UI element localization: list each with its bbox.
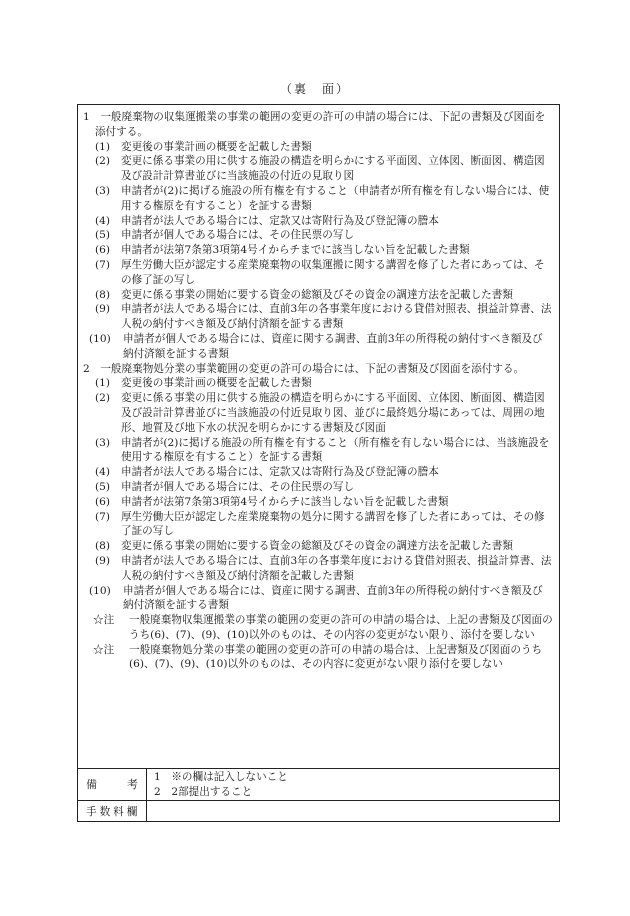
list-item: (6) 申請者が法第7条第3項第4号イからチに該当しない旨を記載した書類 [95,495,449,508]
list-item: (9) 申請者が法人である場合には、直前3年の各事業年度における貸借対照表、損益計算書、法人税の納付すべき額及び納付済額を証する書類 [95,303,552,331]
section1-list [83,140,553,362]
remarks-label: 備 考 [86,778,138,791]
remark-line: 2 2部提出すること [154,786,253,798]
list-item: (4) 申請者が法人である場合には、定款又は寄附行為及び登記簿の謄本 [95,214,439,227]
fee-row [78,801,559,821]
list-item: (1) 変更後の事業計画の概要を記載した書類 [95,377,312,390]
list-item: (1) 変更後の事業計画の概要を記載した書類 [95,140,312,153]
list-item: (10) 申請者が個人である場合には、資産に関する調書、直前3年の所得税の納付すべき額及び納付済額を証する書類 [89,584,543,612]
remarks-label-cell [78,769,147,800]
list-item: (5) 申請者が個人である場合には、その住民票の写し [95,480,355,493]
list-item: (3) 申請者が(2)に掲げる施設の所有権を有すること（所有権を有しない場合には、当該施設を使用する権原を有すること）を証する書類 [95,436,550,464]
section2-heading: 2 一般廃棄物処分業の事業範囲の変更の許可の場合には、下記の書類及び図面を添付する。 [83,362,525,375]
list-item: (8) 変更に係る事業の開始に要する資金の総額及びその資金の調達方法を記載した書類 [95,288,513,301]
list-item: (5) 申請者が個人である場合には、その住民票の写し [95,229,355,242]
list-item: (4) 申請者が法人である場合には、定款又は寄附行為及び登記簿の謄本 [95,466,439,479]
remarks-content [154,770,288,800]
remark-line: 1 ※の欄は記入しないこと [154,771,288,783]
list-item: (2) 変更に係る事業の用に供する施設の構造を明らかにする平面図、立体図、断面図、構造図及び設計計算書並びに当該施設の付近の見取り図 [95,155,545,183]
page-title: （裏 面） [279,82,350,96]
section2-list [83,376,553,613]
fee-input-area[interactable] [148,801,559,821]
list-item: (7) 厚生労働大臣が認定した産業廃棄物の処分に関する講習を修了した者にあっては、その修了証の写し [95,510,545,538]
list-item: (8) 変更に係る事業の開始に要する資金の総額及びその資金の調達方法を記載した書類 [95,540,513,553]
list-item: (10) 申請者が個人である場合には、資産に関する調書、直前3年の所得税の納付すべき額及び納付済額を証する書類 [89,332,543,360]
list-item: (2) 変更に係る事業の用に供する施設の構造を明らかにする平面図、立体図、断面図、構造図及び設計計算書並びに当該施設の付近見取り図、並びに最終処分場にあっては、周囲の地形、地質及び地下水の状況を明らかにする書類及び図面 [95,392,545,434]
list-item: (3) 申請者が(2)に掲げる施設の所有権を有すること（申請者が所有権を有しない場合には、使用する権原を有すること）を証する書類 [95,184,550,212]
list-item: (7) 厚生労働大臣が認定する産業廃棄物の収集運搬に関する講習を修了した者にあっては、その修了証の写し [95,258,545,286]
remarks-row [78,769,559,801]
list-item: (6) 申請者が法第7条第3項第4号イからチまでに該当しない旨を記載した書類 [95,244,470,257]
form-table [77,104,560,822]
fee-label: 手数料欄 [86,806,141,818]
section1-heading: 1 一般廃棄物の収集運搬業の事業の範囲の変更の許可の申請の場合には、下記の書類及び図面を添付する。 [83,111,546,138]
list-item: (9) 申請者が法人である場合には、直前3年の各事業年度における貸借対照表、損益計算書、法人税の納付すべき額及び納付済額を記載した書類 [95,554,552,582]
note-disposal: ☆注 一般廃棄物処分業の事業の範囲の変更の許可の申請の場合は、上記書類及び図面のうち(6)、(7)、(9)、(10)以外のものは、その内容に変更がない限り添付を要しない [93,643,543,671]
fee-label-cell [78,801,147,821]
attachments-cell [78,105,559,769]
note-collection: ☆注 一般廃棄物収集運搬業の事業の範囲の変更の許可の申請の場合は、上記の書類及び図面のうち(6)、(7)、(9)、(10)以外のものは、その内容の変更がない限り、添付を要しない [93,614,553,641]
